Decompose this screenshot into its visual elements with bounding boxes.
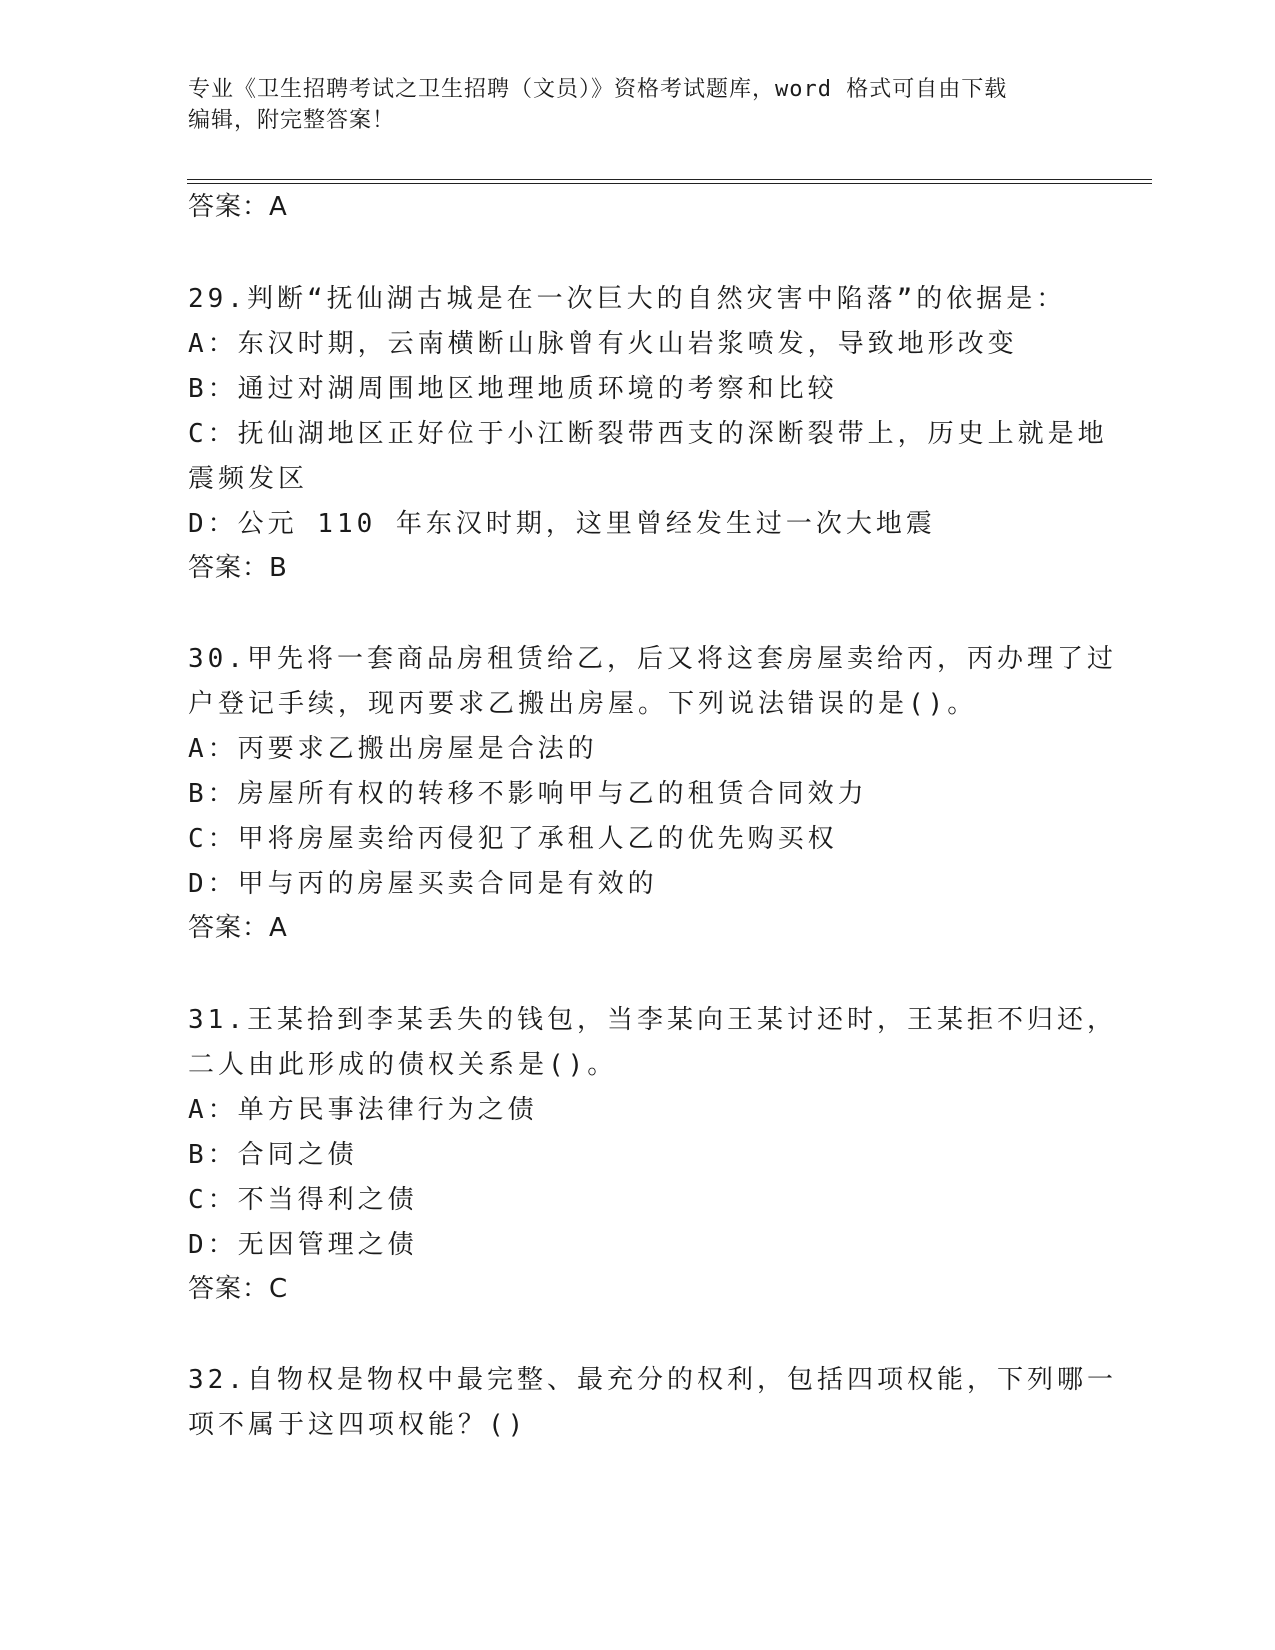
question-29-option-a: A：东汉时期，云南横断山脉曾有火山岩浆喷发，导致地形改变 bbox=[188, 329, 1018, 359]
question-30-option-d: D：甲与丙的房屋买卖合同是有效的 bbox=[188, 869, 658, 899]
header-divider-bottom bbox=[187, 183, 1152, 184]
header-divider-top bbox=[187, 179, 1152, 180]
header-line-2: 编辑，附完整答案！ bbox=[188, 108, 396, 133]
document-header bbox=[188, 74, 1068, 136]
question-29-answer: 答案：B bbox=[188, 553, 288, 583]
previous-answer: 答案：A bbox=[188, 192, 288, 222]
question-30-option-c: C：甲将房屋卖给丙侵犯了承租人乙的优先购买权 bbox=[188, 824, 838, 854]
question-29-option-c-cont: 震频发区 bbox=[188, 464, 309, 494]
question-31-option-d: D：无因管理之债 bbox=[188, 1230, 418, 1260]
question-29-option-b: B：通过对湖周围地区地理地质环境的考察和比较 bbox=[188, 374, 838, 404]
question-32-stem: 32.自物权是物权中最完整、最充分的权利，包括四项权能，下列哪一 bbox=[188, 1365, 1117, 1395]
question-30-stem: 30.甲先将一套商品房租赁给乙，后又将这套房屋卖给丙，丙办理了过 bbox=[188, 644, 1117, 674]
question-31-option-a: A：单方民事法律行为之债 bbox=[188, 1095, 538, 1125]
question-31-answer: 答案：C bbox=[188, 1274, 289, 1304]
question-31-option-b: B：合同之债 bbox=[188, 1140, 358, 1170]
question-30-answer: 答案：A bbox=[188, 913, 288, 943]
question-30-stem-cont: 户登记手续，现丙要求乙搬出房屋。下列说法错误的是()。 bbox=[188, 689, 978, 719]
question-29-option-c: C：抚仙湖地区正好位于小江断裂带西支的深断裂带上，历史上就是地 bbox=[188, 419, 1108, 449]
question-31-stem: 31.王某拾到李某丢失的钱包，当李某向王某讨还时，王某拒不归还， bbox=[188, 1005, 1117, 1035]
question-30-option-b: B：房屋所有权的转移不影响甲与乙的租赁合同效力 bbox=[188, 779, 868, 809]
question-29-stem: 29.判断“抚仙湖古城是在一次巨大的自然灾害中陷落”的依据是： bbox=[188, 284, 1067, 314]
header-line-1: 专业《卫生招聘考试之卫生招聘（文员）》资格考试题库，word 格式可自由下载 bbox=[188, 77, 1008, 102]
question-30-option-a: A：丙要求乙搬出房屋是合法的 bbox=[188, 734, 598, 764]
question-31-option-c: C：不当得利之债 bbox=[188, 1185, 418, 1215]
question-31-stem-cont: 二人由此形成的债权关系是()。 bbox=[188, 1050, 618, 1080]
question-32-stem-cont: 项不属于这四项权能？() bbox=[188, 1410, 528, 1440]
question-29-option-d: D：公元 110 年东汉时期，这里曾经发生过一次大地震 bbox=[188, 509, 936, 539]
